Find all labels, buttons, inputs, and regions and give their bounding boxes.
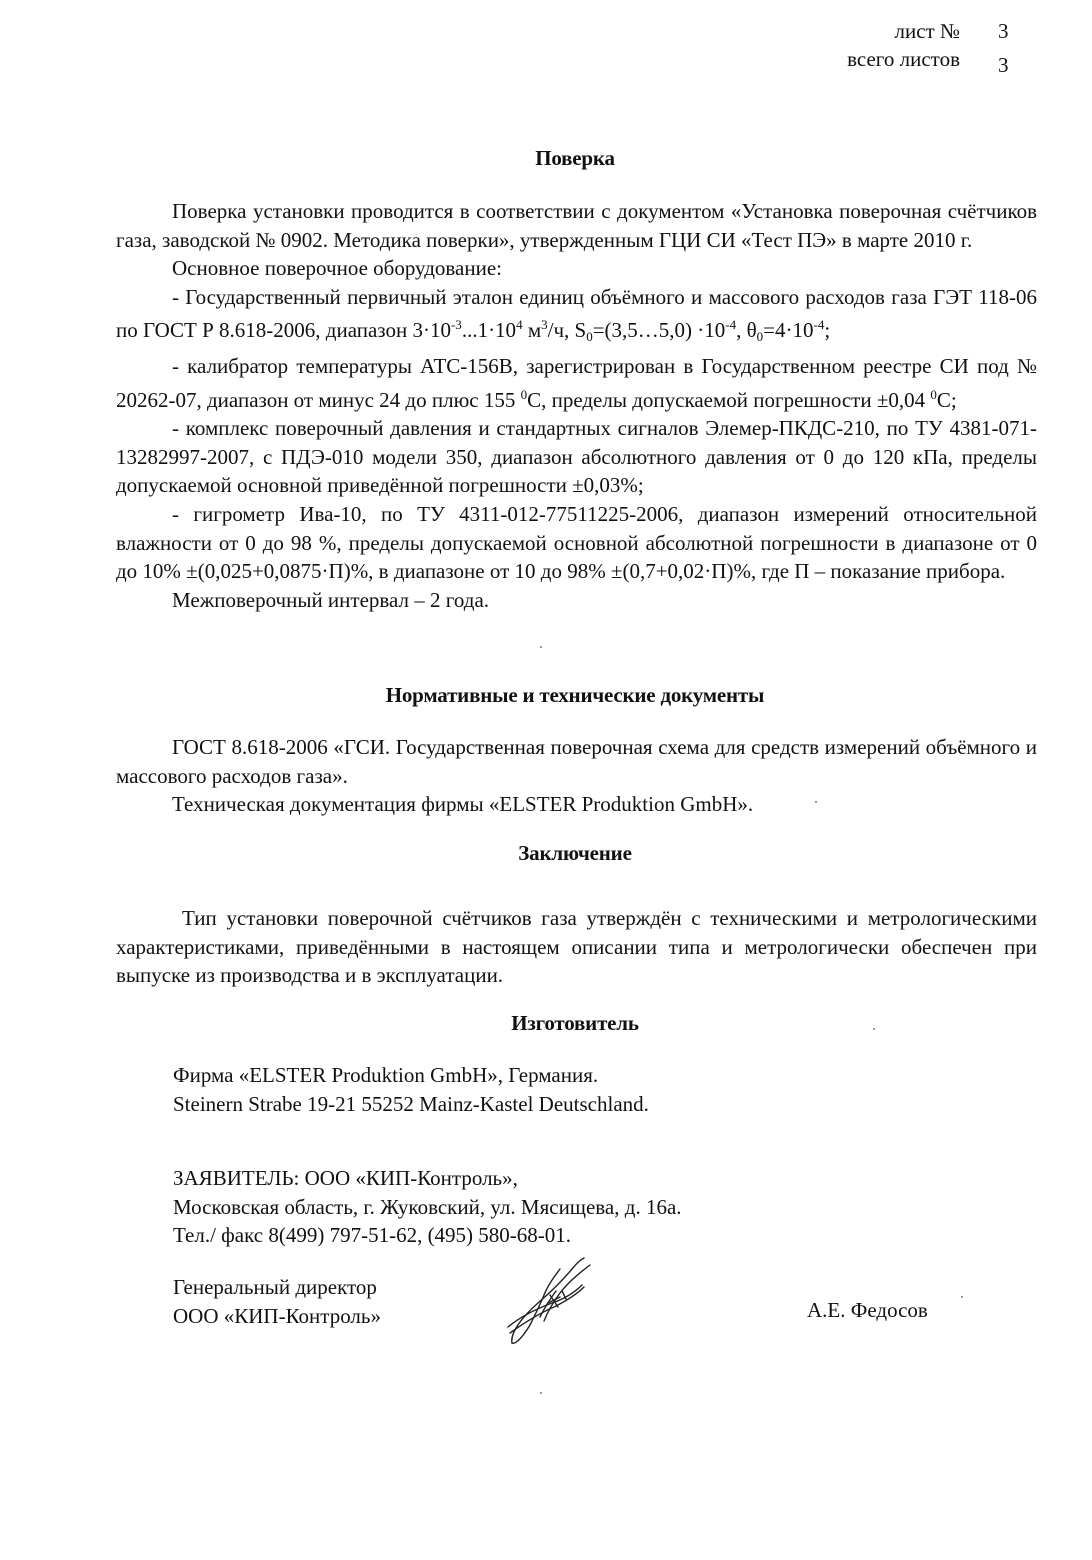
applicant-phone: Тел./ факс 8(499) 797-51-62, (495) 580-68-01. — [173, 1223, 572, 1247]
normative-doc-elster: Техническая документация фирмы «ELSTER Produktion GmbH». — [172, 792, 754, 817]
manufacturer-company: Фирма «ELSTER Produktion GmbH», Германия. — [173, 1063, 599, 1087]
equipment-item-standard: - Государственный первичный эталон единиц объёмного и массового расходов газа ГЭТ 118-06 по ГОСТ Р 8.618-2006, диапазон $3\cdot 10^{-3}...1\cdot 10^4$ $м^3/ч$, $S_0=(3,5\dots 5,0) \cdot 10^{-4}$, $\theta_0=4\cdot 10^{-4}$; — [116, 284, 1037, 345]
normative-section — [116, 733, 1037, 819]
signer-name: А.Е. Федосов — [807, 1298, 928, 1322]
signoff-block — [173, 1273, 381, 1330]
scan-speck — [873, 1028, 875, 1030]
sheet-info — [800, 17, 1030, 77]
applicant-info — [173, 1164, 682, 1250]
manufacturer-heading: Изготовитель — [511, 1011, 639, 1035]
total-sheets-value: 3 — [998, 53, 1009, 77]
conclusion-heading: Заключение — [518, 841, 632, 865]
normative-doc-gost: ГОСТ 8.618-2006 «ГСИ. Государственная поверочная схема для средств измерений объёмного и массового расходов газа». — [116, 735, 1037, 788]
conclusion-text: Тип установки поверочной счётчиков газа утверждён с техническими и метрологическими характеристиками, приведёнными в настоящем описании типа и метрологически обеспечен при выпуске из производства и в эксплуатации. — [116, 906, 1037, 988]
verification-section — [116, 197, 1037, 614]
scan-speck — [540, 1392, 542, 1394]
equipment-label: Основное поверочное оборудование: — [172, 256, 503, 281]
manufacturer-info — [173, 1061, 649, 1118]
applicant-company: ЗАЯВИТЕЛЬ: ООО «КИП-Контроль», — [173, 1166, 518, 1190]
conclusion-section — [116, 904, 1037, 990]
equipment-item-calibrator: - калибратор температуры АТС-156В, зарегистрирован в Государственном реестре СИ под № 20262-07, диапазон от минус 24 до плюс 155 $^0$С, пределы допускаемой погрешности ±0,04 $^0$С; — [116, 353, 1037, 412]
scan-speck — [540, 646, 542, 648]
verification-interval: Межповерочный интервал – 2 года. — [172, 587, 490, 612]
verification-intro: Поверка установки проводится в соответствии с документом «Установка поверочная счётчиков газа, заводской № 0902. Методика поверки», утвержденным ГЦИ СИ «Тест ПЭ» в марте 2010 г. — [116, 199, 1037, 252]
normative-heading: Нормативные и технические документы — [385, 683, 765, 707]
manufacturer-address: Steinern Strabe 19-21 55252 Mainz-Kastel Deutschland. — [173, 1091, 649, 1116]
scan-speck — [961, 1296, 963, 1298]
scan-speck — [815, 801, 817, 803]
equipment-item-hygrometer: - гигрометр Ива-10, по ТУ 4311-012-77511225-2006, диапазон измерений относительной влажности от 0 до 98 %, пределы допускаемой основной абсолютной погрешности в диапазоне от 0 до 10% ±(0,025+0,0875·П)%, в диапазоне от 10 до 98% ±(0,7+0,02·П)%, где П – показание прибора. — [116, 501, 1037, 584]
sheet-number-value: 3 — [998, 19, 1009, 43]
verification-heading: Поверка — [535, 146, 615, 170]
total-sheets-label: всего листов — [847, 47, 960, 71]
signature-icon — [500, 1255, 610, 1350]
total-sheets-row — [800, 45, 1030, 77]
signer-company: ООО «КИП-Контроль» — [173, 1303, 381, 1328]
signer-position: Генеральный директор — [173, 1275, 377, 1299]
sheet-number-label: лист № — [894, 19, 960, 43]
equipment-item-pressure-complex: - комплекс поверочный давления и стандартных сигналов Элемер-ПКДС-210, по ТУ 4381-071-13282997-2007, с ПДЭ-010 модели 350, диапазон абсолютного давления от 0 до 120 кПа, пределы допускаемой основной приведённой погрешности ±0,03%; — [116, 416, 1037, 498]
applicant-address: Московская область, г. Жуковский, ул. Мясищева, д. 16а. — [173, 1194, 682, 1219]
sheet-number-row — [800, 17, 1030, 45]
